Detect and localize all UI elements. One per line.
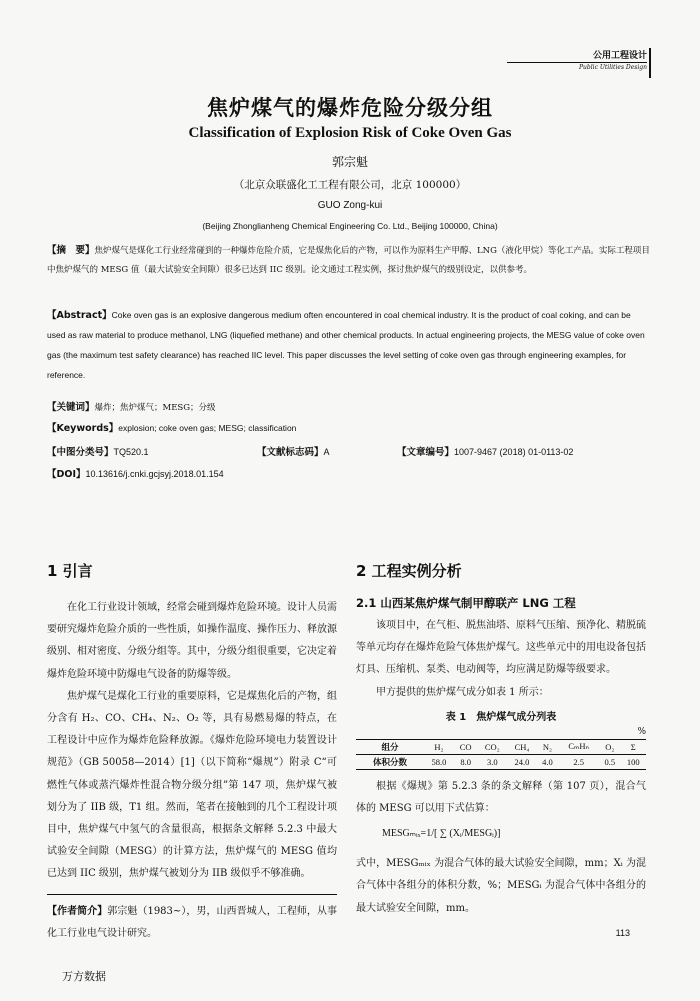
section-2-paragraph-1: 该项目中，在气柜、脱焦油塔、原料气压缩、预净化、精脱硫等单元均存在爆炸危险气体焦炉煤气。这些单元中的用电设备包括灯具、压缩机、泵类、电动阀等，均应满足防爆等级要求。 [356,620,646,676]
keywords [47,398,651,418]
table-cell: 8.0 [454,754,478,769]
table-cell: 58.0 [424,754,454,769]
author: 郭宗魁 [331,155,368,169]
journal-section: 公用工程设计 [592,51,647,61]
table-header-cell: CO₂ [478,739,508,754]
section-1-heading: 1 引言 [47,562,93,580]
doc-code-label: 【文献标志码】 [257,447,324,458]
watermark: 万方数据 [62,970,106,983]
keywords-en-label: 【Keywords】 [47,423,119,434]
author-intro-label: 【作者简介】 [47,905,108,917]
composition-table [356,739,646,770]
page-number: 113 [615,928,630,938]
keywords-text: 爆炸；焦炉煤气；MESG；分级 [94,403,216,413]
doc-code-value: A [323,447,330,457]
keywords-en [47,419,651,439]
clc-value: TQ520.1 [113,447,149,457]
right-column [356,560,646,920]
table-header-cell: O₂ [599,739,620,754]
table-header-cell: CO [454,739,478,754]
table-cell: 24.0 [507,754,537,769]
table-cell: 4.0 [537,754,558,769]
table-row [356,754,646,769]
section-2-paragraph-2: 甲方提供的焦炉煤气成分如表 1 所示： [376,686,549,698]
left-column [47,560,337,945]
article-no-value: 1007-9467 (2018) 01-0113-02 [454,447,574,457]
journal-header [507,48,647,71]
keywords-en-text: explosion; coke oven gas; MESG; classification [118,423,297,433]
table-header-cell: 组分 [356,739,424,754]
table-header-cell: H₂ [424,739,454,754]
section-2-1-heading: 2.1 山西某焦炉煤气制甲醇联产 LNG 工程 [356,596,576,610]
journal-section-en: Public Utilities Design [507,62,647,71]
clc-label: 【中图分类号】 [47,447,114,458]
author-intro [47,901,337,945]
abstract [47,241,651,280]
footnote-divider [47,894,337,895]
table-cell: 体积分数 [356,754,424,769]
mesg-formula: MESGₘᵢₓ=1/[ ∑ (Xᵢ/MESGᵢ)] [382,828,501,840]
abstract-en-text: Coke oven gas is an explosive dangerous medium often encountered in coal chemical industry. It is the product of coal coking, and can be used as raw material to produce methanol, LNG (liquefied methane) and other chemical products. In actual engineering projects, the MESG value of coke oven gas (the maximum test safety clearance) has reached IIC level. This paper discusses the level setting of coke oven gas through engineering examples, for reference. [47,310,645,380]
section-1-paragraph-2: 焦炉煤气是煤化工行业的重要原料，它是煤焦化后的产物，组分含有 H₂、CO、CH₄、N₂、O₂ 等，具有易燃易爆的特点，在工程设计中应作为爆炸危险释放源。《爆炸危险环境电力装置设计规范》（GB 50058—2014）[1]（以下简称“爆规”）附录 C“可燃性气体或蒸汽爆炸性混合物分级分组”第 147 项，焦炉煤气被划分为了 IIB 级，T1 组。然而，笔者在接触到的几个工程设计项目中，焦炉煤气中氢气的含量很高，根据条文解释 5.2.3 中最大试验安全间隙（MESG）的计算方法，焦炉煤气的 MESG 值均已达到 IIC 级别，焦炉煤气被划分为 IIB 级似乎不够准确。 [47,690,337,880]
affiliation: （北京众联盛化工工程有限公司，北京 100000） [233,179,467,191]
table-caption: 表 1 焦炉煤气成分列表 [445,711,557,723]
paper-title: 焦炉煤气的爆炸危险分级分组 [207,96,493,120]
abstract-text: 焦炉煤气是煤化工行业经常碰到的一种爆炸危险介质，它是煤焦化后的产物，可以作为原料生产甲醇、LNG（液化甲烷）等化工产品。实际工程项目中焦炉煤气的 MESG 值（最大试验安全间隙）很多已达到 IIC 级别。论文通过工程实例，探讨焦炉煤气的级别设定，以供参考。 [47,246,650,275]
abstract-en-label: 【Abstract】 [47,310,112,321]
keywords-label: 【关键词】 [47,402,95,413]
header-bar [649,48,651,78]
affiliation-en: (Beijing Zhonglianheng Chemical Engineering Co. Ltd., Beijing 100000, China) [202,221,498,231]
section-2-paragraph-3: 根据《爆规》第 5.2.3 条的条文解释（第 107 页），混合气体的 MESG 可以用下式估算： [356,780,646,815]
table-cell: 0.5 [599,754,620,769]
table-header-cell: Σ [620,739,646,754]
table-header-cell: CH₄ [507,739,537,754]
author-en: GUO Zong-kui [317,200,383,211]
section-1-paragraph-1: 在化工行业设计领域，经常会碰到爆炸危险环境。设计人员需要研究爆炸危险介质的一些性质，如操作温度、操作压力、释放源级别、相对密度、分级分组等。其中，分级分组很重要，它决定着爆炸危险环境中防爆电气设备的防爆等级。 [47,602,337,680]
table-cell: 2.5 [558,754,599,769]
section-2-heading: 2 工程实例分析 [356,562,462,580]
paper-title-en: Classification of Explosion Risk of Coke Oven Gas [188,125,512,141]
table-header-cell: CₘHₙ [558,739,599,754]
section-2-paragraph-4: 式中，MESGₘᵢₓ 为混合气体的最大试验安全间隙，mm；Xᵢ 为混合气体中各组分的体积分数，%；MESGᵢ 为混合气体中各组分的最大试验安全间隙，mm。 [356,858,646,914]
table-header-cell: N₂ [537,739,558,754]
article-no-label: 【文章编号】 [397,447,455,458]
table-header-row [356,739,646,754]
table-cell: 100 [620,754,646,769]
table-unit: % [637,726,646,737]
author-intro-text: 郭宗魁（1983~），男，山西晋城人，工程师，从事化工行业电气设计研究。 [47,905,338,939]
doi-value: 10.13616/j.cnki.gcjsyj.2018.01.154 [85,469,224,479]
doi-label: 【DOI】 [47,469,86,480]
table-cell: 3.0 [478,754,508,769]
abstract-en [47,306,651,386]
abstract-label: 【摘 要】 [47,245,95,256]
